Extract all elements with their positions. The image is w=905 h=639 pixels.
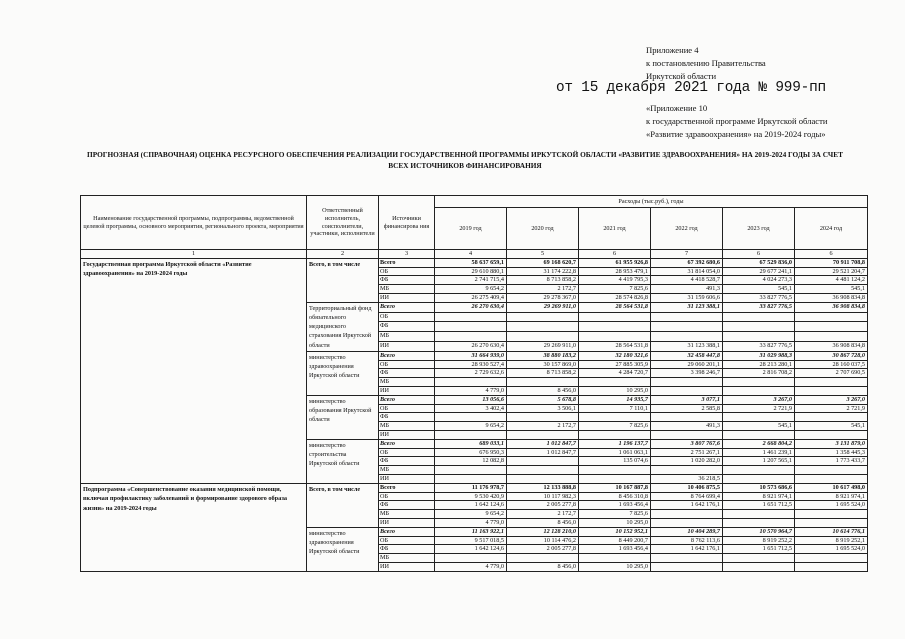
- amount-cell: [507, 554, 579, 563]
- amount-cell: [579, 474, 651, 483]
- amount-cell: [507, 474, 579, 483]
- amount-cell: 545,1: [795, 285, 868, 294]
- amount-cell: [507, 430, 579, 439]
- amount-cell: 29 269 911,0: [507, 302, 579, 312]
- amount-cell: [579, 332, 651, 342]
- amount-cell: [435, 466, 507, 475]
- funding-source: Всего: [379, 527, 435, 536]
- amount-cell: [435, 413, 507, 422]
- amount-cell: 31 123 388,1: [651, 341, 723, 351]
- annex-program: к государственной программе Иркутской области: [646, 116, 828, 126]
- funding-source: ОБ: [379, 492, 435, 501]
- amount-cell: [795, 510, 868, 519]
- funding-source: Всего: [379, 439, 435, 448]
- amount-cell: 135 074,6: [579, 457, 651, 466]
- amount-cell: 1 642 124,6: [435, 501, 507, 510]
- amount-cell: [651, 386, 723, 395]
- amount-cell: 9 654,2: [435, 422, 507, 431]
- amount-cell: 10 617 498,0: [795, 483, 868, 492]
- program-name: Государственная программа Иркутской области «Развитие здравоохранения» на 2019-2024 годы: [81, 258, 307, 483]
- annex-program-title: «Развитие здравоохранения» на 2019-2024 годы»: [646, 129, 826, 139]
- amount-cell: 1 358 445,3: [795, 448, 868, 457]
- amount-cell: 29 278 367,0: [507, 293, 579, 302]
- funding-source: Всего: [379, 483, 435, 492]
- amount-cell: 61 955 926,8: [579, 258, 651, 267]
- amount-cell: [723, 312, 795, 322]
- amount-cell: 8 456 310,8: [579, 492, 651, 501]
- amount-cell: 2 172,7: [507, 422, 579, 431]
- responsible-executor: министерство здравоохранения Иркутской области: [307, 527, 379, 571]
- amount-cell: [723, 474, 795, 483]
- funding-source: МБ: [379, 285, 435, 294]
- amount-cell: 1 693 456,4: [579, 501, 651, 510]
- amount-cell: 10 167 887,8: [579, 483, 651, 492]
- funding-source: ИИ: [379, 386, 435, 395]
- table-row: [81, 258, 868, 267]
- funding-source: ОБ: [379, 536, 435, 545]
- amount-cell: 8 713 858,2: [507, 276, 579, 285]
- amount-cell: [795, 554, 868, 563]
- amount-cell: [507, 466, 579, 475]
- amount-cell: 10 295,0: [579, 386, 651, 395]
- amount-cell: 1 651 712,5: [723, 501, 795, 510]
- column-number: 6: [579, 250, 651, 259]
- amount-cell: 33 827 776,5: [723, 302, 795, 312]
- amount-cell: 31 664 939,0: [435, 351, 507, 360]
- amount-cell: 33 827 776,5: [723, 341, 795, 351]
- amount-cell: 9 517 018,5: [435, 536, 507, 545]
- amount-cell: 491,3: [651, 422, 723, 431]
- column-number: 7: [651, 250, 723, 259]
- amount-cell: [579, 322, 651, 332]
- appendix-label: Приложение 4: [646, 45, 699, 55]
- amount-cell: [507, 457, 579, 466]
- amount-cell: 12 082,8: [435, 457, 507, 466]
- amount-cell: 5 678,8: [507, 395, 579, 404]
- funding-source: ИИ: [379, 518, 435, 527]
- amount-cell: 58 637 659,1: [435, 258, 507, 267]
- amount-cell: [795, 386, 868, 395]
- amount-cell: [435, 474, 507, 483]
- amount-cell: 9 530 420,9: [435, 492, 507, 501]
- responsible-executor: Территориальный фонд обязательного медицинского страхования Иркутской области: [307, 302, 379, 351]
- funding-source: ФБ: [379, 413, 435, 422]
- header-expenses: Расходы (тыс.руб.), годы: [435, 196, 868, 208]
- amount-cell: 3 402,4: [435, 404, 507, 413]
- amount-cell: 1 651 712,5: [723, 545, 795, 554]
- amount-cell: [579, 312, 651, 322]
- funding-source: ИИ: [379, 562, 435, 571]
- header-name-column: Наименование государственной программы, подпрограммы, ведомственной целевой программы, основного мероприятия, регионального проекта, мероприятия: [81, 196, 307, 250]
- responsible-executor: Всего, в том числе: [307, 258, 379, 302]
- amount-cell: 13 056,6: [435, 395, 507, 404]
- amount-cell: 4 779,0: [435, 386, 507, 395]
- column-number: 4: [435, 250, 507, 259]
- amount-cell: [507, 312, 579, 322]
- amount-cell: 36 908 834,8: [795, 293, 868, 302]
- amount-cell: 29 677 241,1: [723, 267, 795, 276]
- amount-cell: 29 269 911,0: [507, 341, 579, 351]
- amount-cell: [795, 518, 868, 527]
- amount-cell: 2 721,9: [723, 404, 795, 413]
- appendix-decree: к постановлению Правительства: [646, 58, 766, 68]
- amount-cell: 8 764 699,4: [651, 492, 723, 501]
- amount-cell: 8 921 974,1: [723, 492, 795, 501]
- decree-date-stamp: от 15 декабря 2021 года № 999-пп: [556, 80, 826, 96]
- amount-cell: 4 024 273,3: [723, 276, 795, 285]
- column-number: 1: [81, 250, 307, 259]
- amount-cell: 67 392 680,6: [651, 258, 723, 267]
- amount-cell: 3 267,0: [795, 395, 868, 404]
- column-number: 6: [723, 250, 795, 259]
- amount-cell: 10 573 686,6: [723, 483, 795, 492]
- amount-cell: 2 172,7: [507, 510, 579, 519]
- amount-cell: [651, 466, 723, 475]
- amount-cell: 11 163 922,1: [435, 527, 507, 536]
- amount-cell: 1 020 282,0: [651, 457, 723, 466]
- amount-cell: 11 176 978,7: [435, 483, 507, 492]
- amount-cell: 70 911 708,8: [795, 258, 868, 267]
- amount-cell: [651, 322, 723, 332]
- amount-cell: 2 005 277,8: [507, 501, 579, 510]
- amount-cell: 31 814 054,0: [651, 267, 723, 276]
- amount-cell: [795, 466, 868, 475]
- amount-cell: 1 207 565,1: [723, 457, 795, 466]
- funding-source: ОБ: [379, 360, 435, 369]
- amount-cell: 10 570 964,7: [723, 527, 795, 536]
- amount-cell: [435, 322, 507, 332]
- amount-cell: 1 012 847,7: [507, 439, 579, 448]
- amount-cell: [795, 332, 868, 342]
- funding-source: ФБ: [379, 369, 435, 378]
- funding-source: ОБ: [379, 312, 435, 322]
- amount-cell: 31 029 988,3: [723, 351, 795, 360]
- amount-cell: 2 005 277,8: [507, 545, 579, 554]
- amount-cell: 36 908 834,8: [795, 302, 868, 312]
- amount-cell: 4 779,0: [435, 518, 507, 527]
- amount-cell: [651, 332, 723, 342]
- amount-cell: 10 295,0: [579, 518, 651, 527]
- amount-cell: [723, 554, 795, 563]
- document-title: ПРОГНОЗНАЯ (СПРАВОЧНАЯ) ОЦЕНКА РЕСУРСНОГО ОБЕСПЕЧЕНИЯ РЕАЛИЗАЦИИ ГОСУДАРСТВЕННОЙ ПРОГРАММЫ ИРКУТСКОЙ ОБЛАСТИ «РАЗВИТИЕ ЗДРАВООХРАНЕНИЯ» НА 2019-2024 ГОДЫ ЗА СЧЕТ ВСЕХ ИСТОЧНИКОВ ФИНАНСИРОВАНИЯ: [87, 150, 843, 170]
- amount-cell: 2 721,9: [795, 404, 868, 413]
- amount-cell: 2 751 267,1: [651, 448, 723, 457]
- header-year: 2021 год: [579, 208, 651, 250]
- column-number: 5: [507, 250, 579, 259]
- amount-cell: [435, 378, 507, 387]
- funding-table: [80, 195, 868, 572]
- funding-source: МБ: [379, 332, 435, 342]
- header-year: 2019 год: [435, 208, 507, 250]
- amount-cell: 30 867 728,0: [795, 351, 868, 360]
- amount-cell: 689 033,1: [435, 439, 507, 448]
- amount-cell: 69 168 620,7: [507, 258, 579, 267]
- amount-cell: [507, 322, 579, 332]
- amount-cell: [723, 518, 795, 527]
- amount-cell: 8 762 113,6: [651, 536, 723, 545]
- amount-cell: 3 506,1: [507, 404, 579, 413]
- amount-cell: [723, 322, 795, 332]
- amount-cell: 1 196 137,7: [579, 439, 651, 448]
- amount-cell: 4 418 528,7: [651, 276, 723, 285]
- header-year: 2024 год: [795, 208, 868, 250]
- amount-cell: 29 060 201,1: [651, 360, 723, 369]
- amount-cell: 28 564 531,8: [579, 302, 651, 312]
- amount-cell: [723, 386, 795, 395]
- amount-cell: [435, 312, 507, 322]
- header-source-column: Источники финансирова ния: [379, 196, 435, 250]
- amount-cell: 1 461 239,1: [723, 448, 795, 457]
- amount-cell: [579, 554, 651, 563]
- amount-cell: [723, 378, 795, 387]
- amount-cell: 33 827 776,5: [723, 293, 795, 302]
- amount-cell: 8 921 974,1: [795, 492, 868, 501]
- amount-cell: 2 729 632,6: [435, 369, 507, 378]
- funding-source: Всего: [379, 258, 435, 267]
- amount-cell: [435, 430, 507, 439]
- amount-cell: [507, 332, 579, 342]
- amount-cell: 36 218,5: [651, 474, 723, 483]
- amount-cell: [795, 562, 868, 571]
- column-number: 3: [379, 250, 435, 259]
- amount-cell: 4 284 720,7: [579, 369, 651, 378]
- amount-cell: 26 275 409,4: [435, 293, 507, 302]
- amount-cell: [723, 510, 795, 519]
- amount-cell: 10 117 982,3: [507, 492, 579, 501]
- amount-cell: 8 449 200,7: [579, 536, 651, 545]
- amount-cell: [507, 413, 579, 422]
- amount-cell: 7 110,1: [579, 404, 651, 413]
- funding-source: ОБ: [379, 267, 435, 276]
- funding-source: МБ: [379, 510, 435, 519]
- amount-cell: 1 012 847,7: [507, 448, 579, 457]
- amount-cell: 1 773 433,7: [795, 457, 868, 466]
- amount-cell: 32 458 447,8: [651, 351, 723, 360]
- amount-cell: [651, 378, 723, 387]
- header-year: 2020 год: [507, 208, 579, 250]
- amount-cell: [723, 466, 795, 475]
- amount-cell: 9 654,2: [435, 510, 507, 519]
- subprogram-name: Подпрограмма «Совершенствование оказания медицинской помощи, включая профилактику заболеваний и формирование здорового образа жизни» на 2019-2024 годы: [81, 483, 307, 571]
- amount-cell: 1 695 524,0: [795, 501, 868, 510]
- amount-cell: 8 919 252,2: [723, 536, 795, 545]
- funding-source: МБ: [379, 422, 435, 431]
- amount-cell: [795, 413, 868, 422]
- amount-cell: [795, 474, 868, 483]
- amount-cell: 2 741 715,4: [435, 276, 507, 285]
- amount-cell: 1 695 524,0: [795, 545, 868, 554]
- amount-cell: 12 133 888,8: [507, 483, 579, 492]
- amount-cell: 3 398 246,7: [651, 369, 723, 378]
- amount-cell: 31 174 222,8: [507, 267, 579, 276]
- responsible-executor: министерство строительства Иркутской области: [307, 439, 379, 483]
- amount-cell: 3 077,1: [651, 395, 723, 404]
- amount-cell: 10 614 776,1: [795, 527, 868, 536]
- amount-cell: 28 574 826,8: [579, 293, 651, 302]
- amount-cell: 28 564 531,8: [579, 341, 651, 351]
- amount-cell: [723, 562, 795, 571]
- amount-cell: 32 180 321,6: [579, 351, 651, 360]
- amount-cell: 545,1: [723, 285, 795, 294]
- amount-cell: [507, 378, 579, 387]
- amount-cell: [651, 562, 723, 571]
- amount-cell: 12 128 210,0: [507, 527, 579, 536]
- amount-cell: 3 807 767,6: [651, 439, 723, 448]
- amount-cell: 28 930 527,4: [435, 360, 507, 369]
- amount-cell: 10 404 289,7: [651, 527, 723, 536]
- amount-cell: 26 270 630,4: [435, 302, 507, 312]
- responsible-executor: министерство образования Иркутской области: [307, 395, 379, 439]
- funding-source: МБ: [379, 466, 435, 475]
- amount-cell: 2 172,7: [507, 285, 579, 294]
- amount-cell: [795, 430, 868, 439]
- amount-cell: 2 816 708,2: [723, 369, 795, 378]
- amount-cell: [723, 413, 795, 422]
- funding-source: Всего: [379, 351, 435, 360]
- amount-cell: [723, 430, 795, 439]
- amount-cell: [651, 518, 723, 527]
- amount-cell: 7 825,6: [579, 510, 651, 519]
- funding-source: Всего: [379, 302, 435, 312]
- amount-cell: 7 825,6: [579, 422, 651, 431]
- amount-cell: 1 061 063,1: [579, 448, 651, 457]
- amount-cell: 36 908 834,8: [795, 341, 868, 351]
- funding-source: ФБ: [379, 501, 435, 510]
- amount-cell: 545,1: [795, 422, 868, 431]
- amount-cell: 27 885 305,9: [579, 360, 651, 369]
- amount-cell: [579, 413, 651, 422]
- amount-cell: 28 953 479,1: [579, 267, 651, 276]
- amount-cell: [579, 430, 651, 439]
- funding-source: ОБ: [379, 404, 435, 413]
- funding-source: ФБ: [379, 322, 435, 332]
- amount-cell: 67 529 836,0: [723, 258, 795, 267]
- amount-cell: 1 642 176,1: [651, 545, 723, 554]
- amount-cell: 545,1: [723, 422, 795, 431]
- amount-cell: 8 456,0: [507, 518, 579, 527]
- amount-cell: 38 880 183,2: [507, 351, 579, 360]
- amount-cell: 1 693 456,4: [579, 545, 651, 554]
- amount-cell: 8 919 252,1: [795, 536, 868, 545]
- amount-cell: [795, 322, 868, 332]
- header-year: 2022 год: [651, 208, 723, 250]
- funding-source: ФБ: [379, 276, 435, 285]
- table-row: [81, 483, 868, 492]
- amount-cell: 31 159 606,6: [651, 293, 723, 302]
- amount-cell: 3 267,0: [723, 395, 795, 404]
- amount-cell: [795, 312, 868, 322]
- amount-cell: 14 935,7: [579, 395, 651, 404]
- funding-source: ИИ: [379, 293, 435, 302]
- amount-cell: 29 610 880,1: [435, 267, 507, 276]
- amount-cell: 1 642 176,1: [651, 501, 723, 510]
- amount-cell: 3 131 879,0: [795, 439, 868, 448]
- amount-cell: 4 481 124,2: [795, 276, 868, 285]
- funding-source: ФБ: [379, 457, 435, 466]
- amount-cell: 28 213 280,1: [723, 360, 795, 369]
- header-year: 2023 год: [723, 208, 795, 250]
- amount-cell: 31 123 388,1: [651, 302, 723, 312]
- amount-cell: 10 295,0: [579, 562, 651, 571]
- amount-cell: [723, 332, 795, 342]
- amount-cell: 1 642 124,6: [435, 545, 507, 554]
- amount-cell: 2 585,8: [651, 404, 723, 413]
- amount-cell: 2 668 804,2: [723, 439, 795, 448]
- amount-cell: 26 270 630,4: [435, 341, 507, 351]
- amount-cell: 491,3: [651, 285, 723, 294]
- funding-source: Всего: [379, 395, 435, 404]
- amount-cell: 8 713 858,2: [507, 369, 579, 378]
- amount-cell: 2 707 690,5: [795, 369, 868, 378]
- amount-cell: [651, 510, 723, 519]
- amount-cell: 10 406 875,5: [651, 483, 723, 492]
- amount-cell: [435, 554, 507, 563]
- amount-cell: 676 950,3: [435, 448, 507, 457]
- funding-source: МБ: [379, 378, 435, 387]
- amount-cell: [579, 378, 651, 387]
- amount-cell: [651, 554, 723, 563]
- funding-source: ИИ: [379, 341, 435, 351]
- amount-cell: 9 654,2: [435, 285, 507, 294]
- amount-cell: 7 825,6: [579, 285, 651, 294]
- amount-cell: [579, 466, 651, 475]
- responsible-executor: министерство здравоохранения Иркутской области: [307, 351, 379, 395]
- amount-cell: 4 419 795,3: [579, 276, 651, 285]
- funding-source: МБ: [379, 554, 435, 563]
- annex-label: «Приложение 10: [646, 103, 708, 113]
- amount-cell: [651, 413, 723, 422]
- amount-cell: 29 521 204,7: [795, 267, 868, 276]
- amount-cell: [651, 312, 723, 322]
- amount-cell: 28 160 037,5: [795, 360, 868, 369]
- column-number: 6: [795, 250, 868, 259]
- funding-source: ОБ: [379, 448, 435, 457]
- amount-cell: 10 114 476,2: [507, 536, 579, 545]
- funding-source: ИИ: [379, 474, 435, 483]
- amount-cell: [795, 378, 868, 387]
- amount-cell: 8 456,0: [507, 386, 579, 395]
- column-number: 2: [307, 250, 379, 259]
- amount-cell: 30 157 869,0: [507, 360, 579, 369]
- amount-cell: [435, 332, 507, 342]
- amount-cell: 10 152 952,1: [579, 527, 651, 536]
- header-responsible-column: Ответственный исполнитель, соисполнители, участники, исполнители: [307, 196, 379, 250]
- funding-source: ФБ: [379, 545, 435, 554]
- appendix-region: Иркутской области: [646, 71, 717, 81]
- funding-source: ИИ: [379, 430, 435, 439]
- amount-cell: [651, 430, 723, 439]
- amount-cell: 8 456,0: [507, 562, 579, 571]
- responsible-executor: Всего, в том числе: [307, 483, 379, 527]
- amount-cell: 4 779,0: [435, 562, 507, 571]
